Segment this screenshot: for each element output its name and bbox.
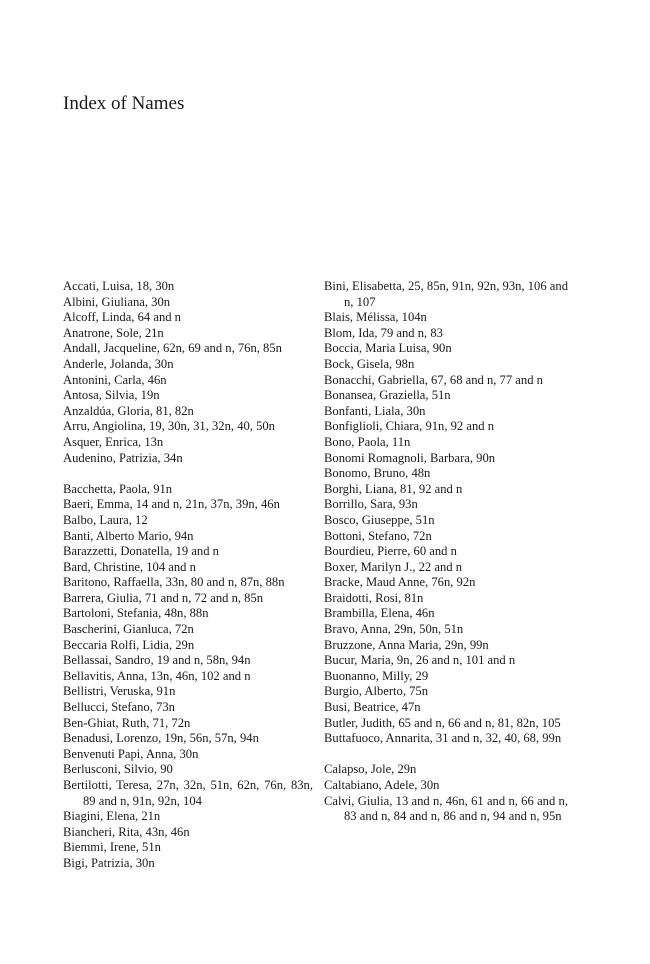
index-entry: Bellavitis, Anna, 13n, 46n, 102 and n [63, 668, 251, 683]
index-entry: Borrillo, Sara, 93n [324, 497, 418, 512]
index-entry: Bonfiglioli, Chiara, 91n, 92 and n [324, 419, 494, 434]
index-entry: Baeri, Emma, 14 and n, 21n, 37n, 39n, 46n [63, 497, 280, 512]
index-entry: Bertilotti, Teresa, 27n, 32n, 51n, 62n, 76n, 83n, 89 and n, 91n, 92n, 104 [63, 778, 313, 808]
index-entry: Buttafuoco, Annarita, 31 and n, 32, 40, 68, 99n [324, 731, 562, 746]
index-entry: Butler, Judith, 65 and n, 66 and n, 81, 82n, 105 [324, 715, 561, 730]
index-entry: Caltabiano, Adele, 30n [324, 778, 440, 792]
index-entry: Bellassai, Sandro, 19 and n, 58n, 94n [63, 653, 251, 668]
index-entry: Calvi, Giulia, 13 and n, 46n, 61 and n, 66 and n, 83 and n, 84 and n, 86 and n, 94 and n, 95n [324, 793, 568, 824]
index-entry: Borghi, Liana, 81, 92 and n [324, 481, 463, 496]
index-entry: Bacchetta, Paola, 91n [63, 481, 173, 496]
index-entry: Blais, Mélissa, 104n [324, 310, 427, 325]
index-entry: Bosco, Giuseppe, 51n [324, 512, 435, 527]
index-entry: Burgio, Alberto, 75n [324, 684, 429, 699]
index-entry: Asquer, Enrica, 13n [63, 434, 164, 449]
index-entry: Bonomi Romagnoli, Barbara, 90n [324, 450, 496, 465]
index-entry: Barrera, Giulia, 71 and n, 72 and n, 85n [63, 590, 264, 605]
index-entry: Bourdieu, Pierre, 60 and n [324, 544, 457, 559]
index-entry: Busi, Beatrice, 47n [324, 700, 421, 715]
index-entry: Antosa, Silvia, 19n [63, 388, 160, 403]
index-entry: Albini, Giuliana, 30n [63, 294, 171, 309]
index-entry: Bonansea, Graziella, 51n [324, 388, 451, 403]
index-entry: Bruzzone, Anna Maria, 29n, 99n [324, 637, 489, 652]
page-title: Index of Names [63, 93, 185, 114]
letter-section-gap [324, 747, 568, 763]
index-entry: Buonanno, Milly, 29 [324, 668, 429, 683]
index-entry: Anatrone, Sole, 21n [63, 325, 164, 340]
index-column-left [63, 279, 313, 872]
index-entry: Banti, Alberto Mario, 94n [63, 528, 194, 543]
index-entry: Bellistri, Veruska, 91n [63, 684, 176, 699]
index-column-right [324, 279, 568, 825]
index-entry: Bonomo, Bruno, 48n [324, 466, 431, 481]
index-entry: Brambilla, Elena, 46n [324, 606, 435, 621]
letter-section-gap [63, 466, 313, 482]
index-entry: Antonini, Carla, 46n [63, 372, 167, 387]
index-entry: Beccaria Rolfi, Lidia, 29n [63, 637, 195, 652]
index-entry: Benvenuti Papi, Anna, 30n [63, 746, 199, 761]
index-entry: Baritono, Raffaella, 33n, 80 and n, 87n, 88n [63, 575, 285, 590]
index-entry: Biagini, Elena, 21n [63, 809, 161, 824]
index-entry: Audenino, Patrizia, 34n [63, 450, 183, 465]
index-entry: Bellucci, Stefano, 73n [63, 700, 175, 715]
index-entry: Alcoff, Linda, 64 and n [63, 310, 181, 325]
index-entry: Biancheri, Rita, 43n, 46n [63, 824, 190, 839]
index-entry: Bini, Elisabetta, 25, 85n, 91n, 92n, 93n, 106 and n, 107 [324, 279, 568, 309]
index-entry: Bard, Christine, 104 and n [63, 559, 196, 574]
index-entry: Braidotti, Rosi, 81n [324, 590, 424, 605]
index-entry: Boxer, Marilyn J., 22 and n [324, 559, 463, 574]
index-entry: Bartoloni, Stefania, 48n, 88n [63, 606, 209, 621]
index-entry: Arru, Angiolina, 19, 30n, 31, 32n, 40, 50n [63, 419, 275, 434]
index-entry: Ben-Ghiat, Ruth, 71, 72n [63, 715, 191, 730]
index-entry: Biemmi, Irene, 51n [63, 840, 161, 855]
index-entry: Bono, Paola, 11n [324, 434, 411, 449]
index-entry: Anderle, Jolanda, 30n [63, 356, 174, 371]
index-entry: Bucur, Maria, 9n, 26 and n, 101 and n [324, 653, 516, 668]
index-entry: Boccia, Maria Luisa, 90n [324, 341, 452, 356]
index-entry: Anzaldúa, Gloria, 81, 82n [63, 403, 194, 418]
index-entry: Bascherini, Gianluca, 72n [63, 622, 194, 637]
index-entry: Bigi, Patrizia, 30n [63, 855, 155, 870]
index-entry: Bonacchi, Gabriella, 67, 68 and n, 77 and n [324, 372, 543, 387]
index-entry: Bravo, Anna, 29n, 50n, 51n [324, 622, 464, 637]
index-entry: Andall, Jacqueline, 62n, 69 and n, 76n, 85n [63, 341, 282, 356]
index-entry: Berlusconi, Silvio, 90 [63, 762, 173, 777]
index-entry: Blom, Ida, 79 and n, 83 [324, 325, 443, 340]
index-entry: Barazzetti, Donatella, 19 and n [63, 544, 219, 559]
index-entry: Calapso, Jole, 29n [324, 762, 417, 777]
index-entry: Balbo, Laura, 12 [63, 512, 148, 527]
index-entry: Bock, Gisela, 98n [324, 356, 415, 371]
index-entry: Bottoni, Stefano, 72n [324, 528, 432, 543]
index-entry: Bonfanti, Liala, 30n [324, 403, 426, 418]
index-entry: Bracke, Maud Anne, 76n, 92n [324, 575, 476, 590]
index-entry: Accati, Luisa, 18, 30n [63, 279, 175, 293]
index-entry: Benadusi, Lorenzo, 19n, 56n, 57n, 94n [63, 731, 259, 746]
